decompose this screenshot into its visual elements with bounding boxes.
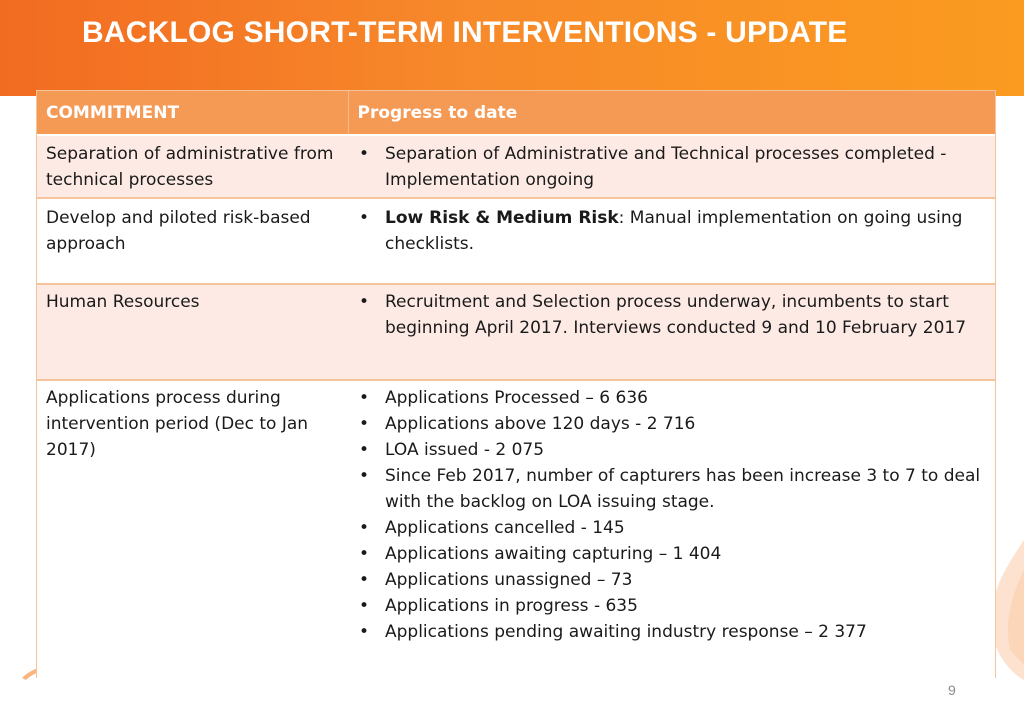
commitment-cell: Develop and piloted risk-based approach	[37, 198, 348, 284]
progress-item: • Applications above 120 days - 2 716	[385, 411, 986, 437]
progress-cell	[348, 135, 995, 198]
column-header-commitment: COMMITMENT	[37, 91, 348, 135]
progress-item	[385, 205, 986, 257]
progress-item: • Applications unassigned – 73	[385, 567, 986, 593]
progress-item: • Separation of Administrative and Technical processes completed - Implementation ongoing	[385, 141, 986, 193]
progress-item: • Since Feb 2017, number of capturers has been increase 3 to 7 to deal with the backlog on LOA issuing stage.	[385, 463, 986, 515]
commitment-cell: Human Resources	[37, 284, 348, 380]
commitment-cell: Separation of administrative from technical processes	[37, 135, 348, 198]
progress-item: • Applications in progress - 635	[385, 593, 986, 619]
progress-item: • LOA issued - 2 075	[385, 437, 986, 463]
page-number: 9	[948, 682, 956, 698]
progress-item: • Applications pending awaiting industry response – 2 377	[385, 619, 986, 645]
column-header-progress: Progress to date	[348, 91, 995, 135]
commitment-cell: Applications process during intervention period (Dec to Jan 2017)	[37, 380, 348, 678]
commitments-table	[36, 90, 996, 678]
table-row	[37, 284, 995, 380]
table-row	[37, 380, 995, 678]
progress-cell	[348, 380, 995, 678]
progress-item: • Applications cancelled - 145	[385, 515, 986, 541]
progress-item-bold: Low Risk & Medium Risk	[385, 208, 619, 228]
table-row	[37, 198, 995, 284]
progress-cell	[348, 284, 995, 380]
slide-title: BACKLOG SHORT-TERM INTERVENTIONS - UPDATE	[82, 16, 848, 49]
progress-item: • Recruitment and Selection process underway, incumbents to start beginning April 2017. Interviews conducted 9 and 10 February 2017	[385, 289, 986, 341]
table-header-row	[37, 91, 995, 135]
progress-cell	[348, 198, 995, 284]
progress-item-text: : Manual implementation on going using checklists.	[385, 208, 963, 254]
progress-item: • Applications awaiting capturing – 1 404	[385, 541, 986, 567]
table-row	[37, 135, 995, 198]
progress-item: • Applications Processed – 6 636	[385, 385, 986, 411]
